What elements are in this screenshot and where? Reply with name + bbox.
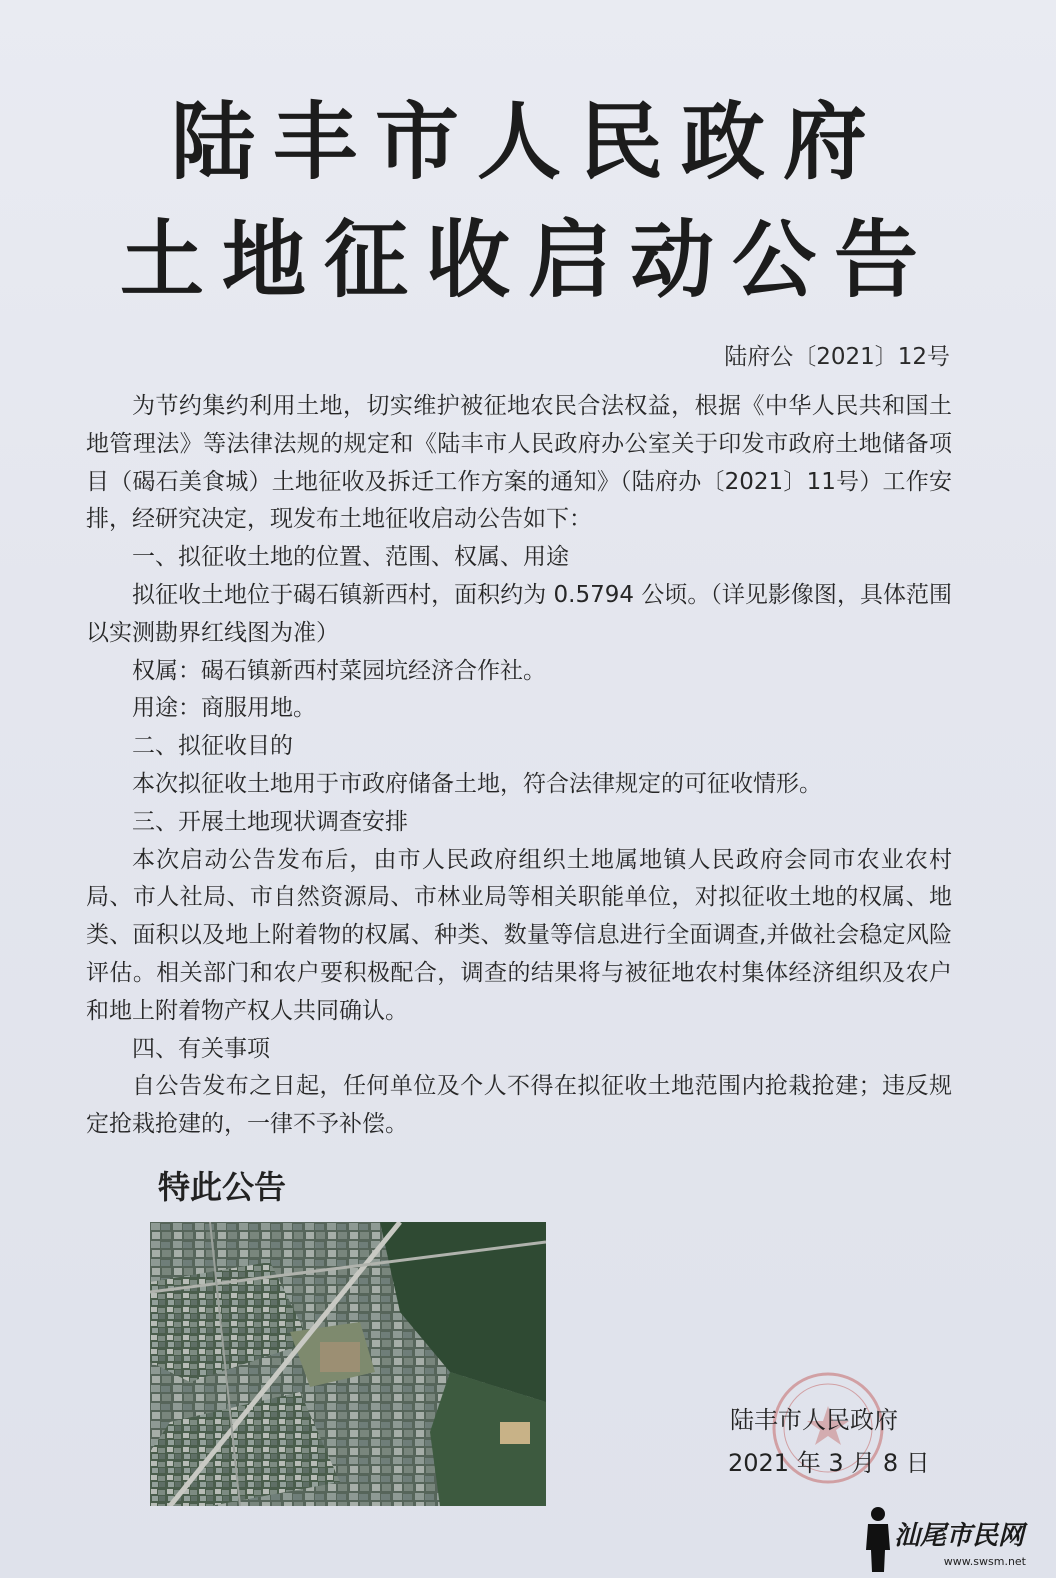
section-heading-3: 三、开展土地现状调查安排 xyxy=(132,808,408,835)
section-heading-1: 一、拟征收土地的位置、范围、权属、用途 xyxy=(132,544,569,571)
notice-body xyxy=(86,388,952,1144)
watermark-logo-text: 汕尾市民网 xyxy=(893,1521,1024,1551)
site-watermark xyxy=(858,1494,1048,1574)
issuer-name: 陆丰市人民政府 xyxy=(730,1406,898,1434)
issue-date: 2021 年 3 月 8 日 xyxy=(728,1449,930,1477)
title-line-2: 土地征收启动公告 xyxy=(119,211,936,309)
survey-paragraph: 本次启动公告发布后，由市人民政府组织土地属地镇人民政府会同市农业农村局、市人社局、市自然资源局、市林业局等相关职能单位，对拟征收土地的权属、地类、面积以及地上附着物的权属、种类、数量等信息进行全面调查,并做社会稳定风险评估。相关部门和农户要积极配合，调查的结果将与被征地农村集体经济组织及农户和地上附着物产权人共同确认。 xyxy=(86,846,952,1024)
closing-text: 特此公告 xyxy=(158,1168,287,1206)
location-paragraph: 拟征收土地位于碣石镇新西村，面积约为 0.5794 公顷。（详见影像图，具体范围以实测勘界红线图为准） xyxy=(86,581,952,646)
person-silhouette-icon xyxy=(858,1504,898,1574)
matters-paragraph: 自公告发布之日起，任何单位及个人不得在拟征收土地范围内抢栽抢建；违反规定抢栽抢建的，一律不予补偿。 xyxy=(86,1073,952,1138)
watermark-url: www.swsm.net xyxy=(943,1555,1026,1568)
intro-paragraph: 为节约集约利用土地，切实维护被征地农民合法权益，根据《中华人民共和国土地管理法》等法律法规的规定和《陆丰市人民政府办公室关于印发市政府土地储备项目（碣石美食城）土地征收及拆迁工作方案的通知》（陆府办〔2021〕11号）工作安排，经研究决定，现发布土地征收启动公告如下： xyxy=(86,393,952,533)
section-heading-2: 二、拟征收目的 xyxy=(132,733,293,760)
document-number: 陆府公〔2021〕12号 xyxy=(724,344,950,370)
title-line-1: 陆丰市人民政府 xyxy=(170,93,885,191)
section-heading-4: 四、有关事项 xyxy=(132,1035,270,1062)
satellite-map-image xyxy=(150,1222,546,1506)
ownership-paragraph: 权属：碣石镇新西村菜园坑经济合作社。 xyxy=(132,657,546,684)
purpose-paragraph: 本次拟征收土地用于市政府储备土地，符合法律规定的可征收情形。 xyxy=(132,770,822,797)
usage-paragraph: 用途：商服用地。 xyxy=(132,695,316,722)
